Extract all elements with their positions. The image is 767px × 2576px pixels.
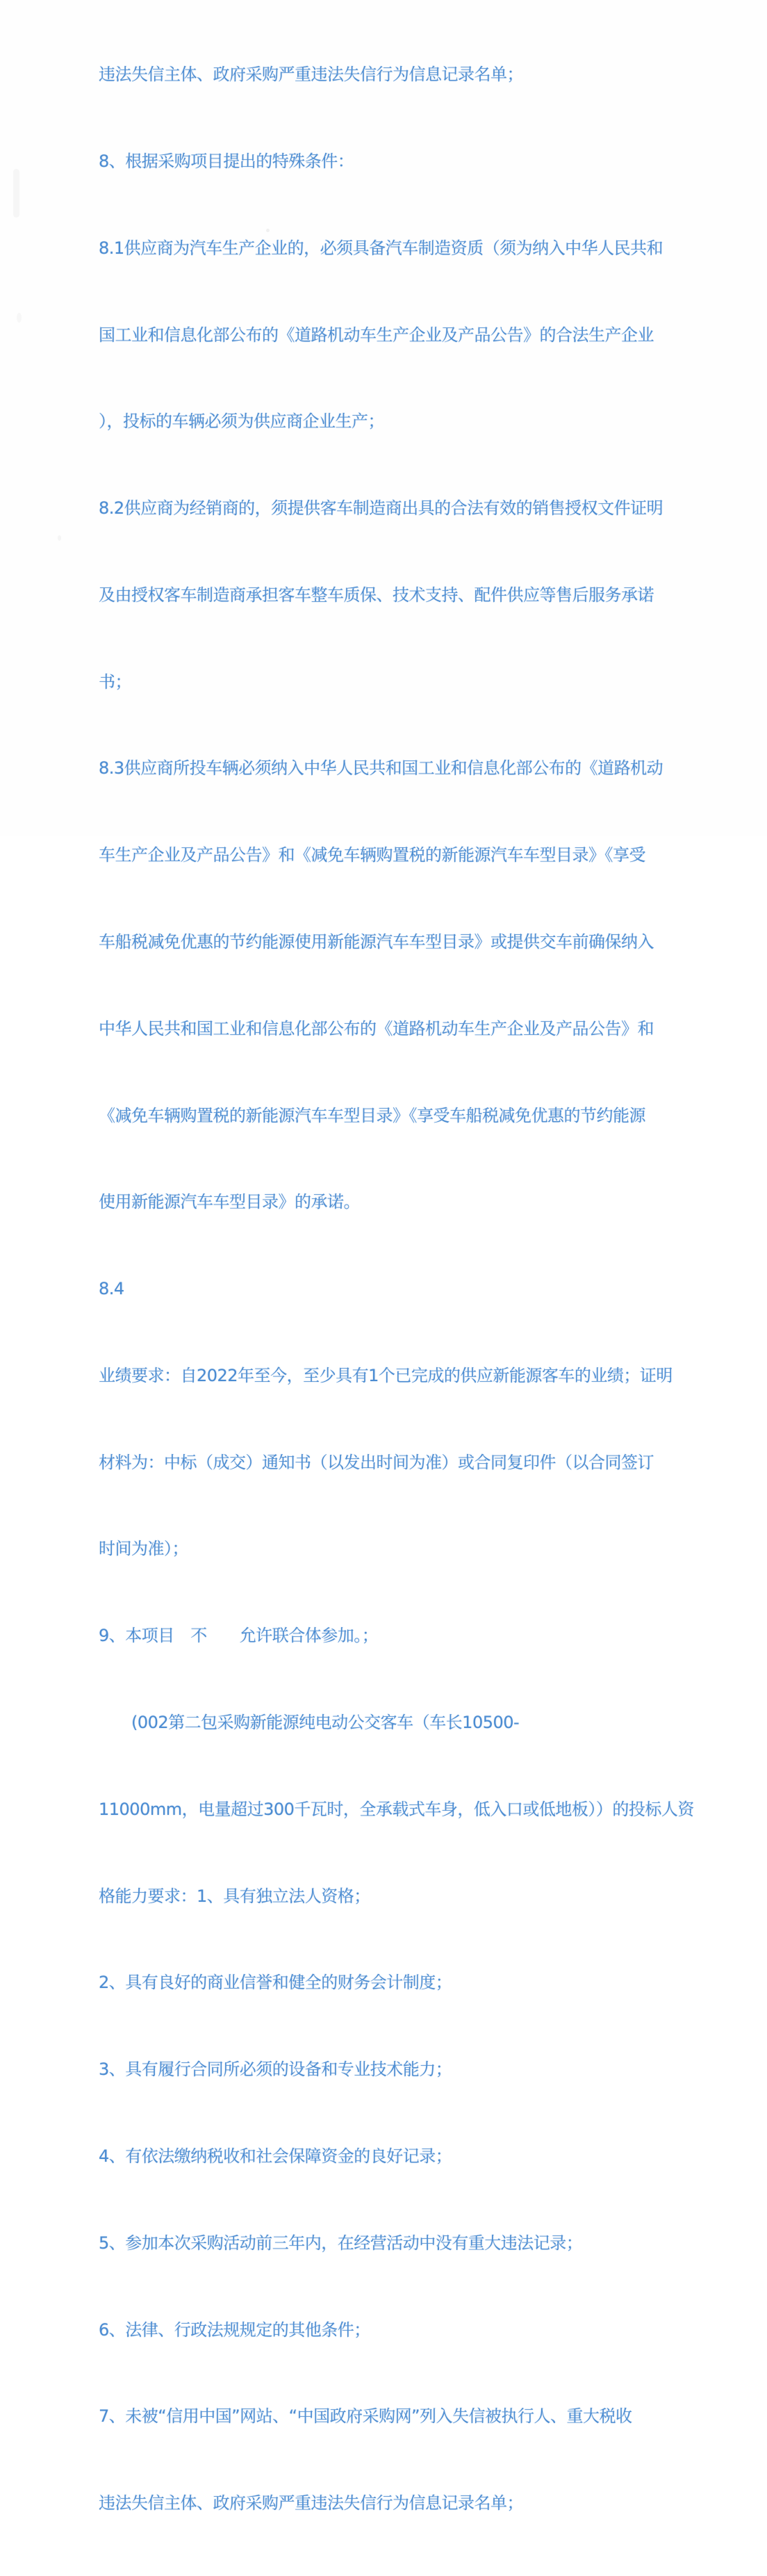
text-line: 格能力要求：1、具有独立法人资格； (99, 1886, 370, 1906)
text-line: 违法失信主体、政府采购严重违法失信行为信息记录名单； (99, 2493, 523, 2513)
text-line: 使用新能源汽车车型目录》的承诺。 (99, 1192, 360, 1212)
text-line: 《减免车辆购置税的新能源汽车车型目录》《享受车船税减免优惠的节约能源 (99, 1105, 645, 1125)
text-line: 2、具有良好的商业信誉和健全的财务会计制度； (99, 1973, 452, 1993)
text-line: 违法失信主体、政府采购严重违法失信行为信息记录名单； (99, 65, 523, 85)
text-line: 车生产企业及产品公告》和《减免车辆购置税的新能源汽车车型目录》《享受 (99, 845, 645, 865)
text-line: 时间为准）； (99, 1539, 188, 1559)
text-line: 11000mm，电量超过300千瓦时，全承载式车身，低入口或低地板））的投标人资 (99, 1799, 694, 1819)
text-line: 书； (99, 671, 131, 692)
scan-artifact (17, 313, 22, 323)
text-line: 8.4 (99, 1279, 124, 1299)
text-line: 8.3供应商所投车辆必须纳入中华人民共和国工业和信息化部公布的《道路机动 (99, 758, 663, 778)
text-line: 8.1供应商为汽车生产企业的，必须具备汽车制造资质（须为纳入中华人民共和 (99, 238, 663, 258)
text-line: 4、有依法缴纳税收和社会保障资金的良好记录； (99, 2146, 452, 2166)
text-line: 业绩要求：自2022年至今，至少具有1个已完成的供应新能源客车的业绩；证明 (99, 1365, 673, 1385)
text-line: 8.2供应商为经销商的，须提供客车制造商出具的合法有效的销售授权文件证明 (99, 498, 663, 519)
text-line: 6、法律、行政法规规定的其他条件； (99, 2320, 370, 2340)
text-line: 中华人民共和国工业和信息化部公布的《道路机动车生产企业及产品公告》和 (99, 1018, 654, 1038)
text-line: 8、根据采购项目提出的特殊条件： (99, 151, 354, 171)
text-line: 及由授权客车制造商承担客车整车质保、技术支持、配件供应等售后服务承诺 (99, 585, 654, 605)
document-text-block (99, 3, 694, 2576)
text-line: 国工业和信息化部公布的《道路机动车生产企业及产品公告》的合法生产企业 (99, 325, 654, 345)
text-line: (002第二包采购新能源纯电动公交客车（车长10500- (99, 1713, 520, 1733)
text-line: 9、本项目 不 允许联合体参加。； (99, 1626, 379, 1646)
text-line: ），投标的车辆必须为供应商企业生产； (99, 411, 384, 432)
text-line: 3、具有履行合同所必须的设备和专业技术能力； (99, 2060, 452, 2080)
scan-artifact (13, 169, 19, 218)
scan-artifact (58, 535, 61, 541)
text-line: 7、未被“信用中国”网站、“中国政府采购网”列入失信被执行人、重大税收 (99, 2406, 632, 2427)
text-line: 5、参加本次采购活动前三年内，在经营活动中没有重大违法记录； (99, 2233, 583, 2253)
text-line: 车船税减免优惠的节约能源使用新能源汽车车型目录》或提供交车前确保纳入 (99, 932, 654, 952)
text-line: 材料为：中标（成交）通知书（以发出时间为准）或合同复印件（以合同签订 (99, 1452, 654, 1472)
